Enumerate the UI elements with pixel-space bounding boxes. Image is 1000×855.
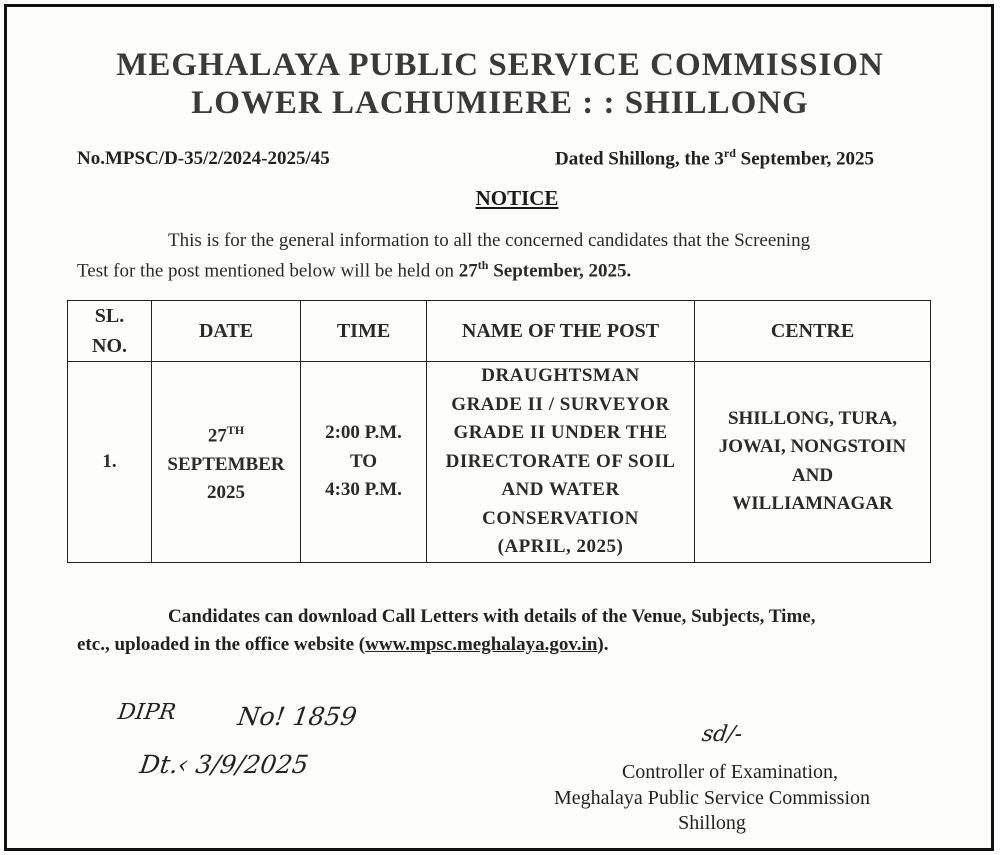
time-start: 2:00 P.M. [325,422,402,443]
handwritten-date: Dt.‹ 3/9/2025 [137,750,311,779]
table-header-row [68,301,931,362]
date-day: 27 [207,425,227,447]
dated-prefix: Dated Shillong, the 3 [555,148,724,170]
footer-suffix: ). [597,634,609,655]
handwritten-sd: sd/- [700,722,744,747]
footer-text: etc., uploaded in the office website ( [77,634,366,655]
dated-sup: rd [723,146,736,160]
notice-heading: NOTICE [475,186,559,210]
dated-line [555,146,874,170]
org-title: MEGHALAYA PUBLIC SERVICE COMMISSION [116,47,884,83]
header-sl-no: SL. NO. [68,301,152,362]
table-row [68,362,931,563]
handwritten-number: No! 1859 [235,702,359,731]
header-date: DATE [152,301,301,362]
header-time: TIME [301,301,427,362]
reference-number: No.MPSC/D-35/2/2024-2025/45 [77,148,330,169]
paragraph-text: Test for the post mentioned below will be held on [77,260,459,282]
header-centre: CENTRE [695,301,931,362]
org-address: LOWER LACHUMIERE : : SHILLONG [191,85,809,121]
handwritten-dipr: DIPR [116,700,178,725]
notice-paragraph-line1: This is for the general information to all the concerned candidates that the Screening [168,230,811,251]
signatory-org: Meghalaya Public Service Commission [553,787,871,809]
cell-sl-no: 1. [68,362,152,563]
website-link[interactable]: www.mpsc.meghalaya.gov.in [365,634,598,655]
date-sup: TH [226,422,245,437]
exam-day: 27 [458,260,478,282]
footer-line1: Candidates can download Call Letters with details of the Venue, Subjects, Time, [168,606,816,627]
dated-suffix: September, 2025 [735,148,875,170]
cell-time [301,362,427,563]
date-year: 2025 [207,482,245,504]
cell-post: DRAUGHTSMAN GRADE II / SURVEYOR GRADE II UNDER THE DIRECTORATE OF SOIL AND WATER CONSERVATION (APRIL, 2025) [427,362,695,563]
exam-month-year: September, 2025. [488,260,632,282]
cell-centre: SHILLONG, TURA, JOWAI, NONGSTOIN AND WILLIAMNAGAR [695,362,931,563]
exam-day-sup: th [477,258,489,272]
header-post: NAME OF THE POST [427,301,695,362]
cell-date [152,362,301,563]
notice-paragraph-line2 [77,258,631,282]
time-to: TO [349,450,378,472]
signatory-place: Shillong [678,812,746,834]
footer-line2 [77,634,608,656]
signatory-title: Controller of Examination, [621,761,839,783]
time-end: 4:30 P.M. [325,479,402,500]
date-month: SEPTEMBER [167,453,285,475]
schedule-table [67,300,931,563]
